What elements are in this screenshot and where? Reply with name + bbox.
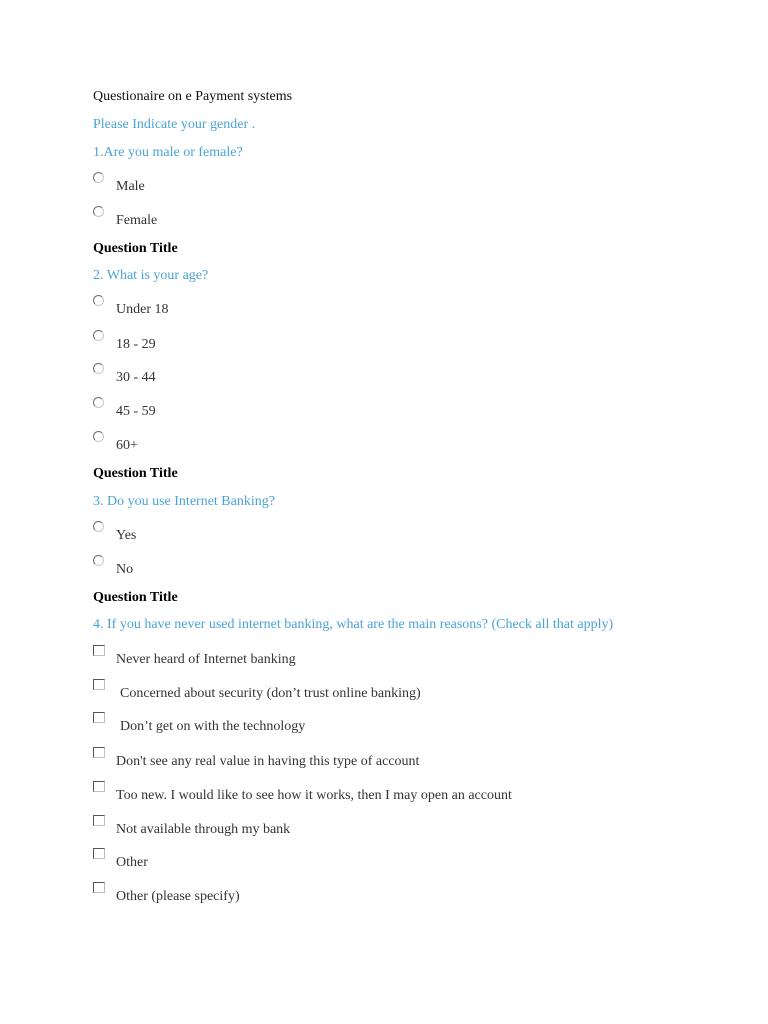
radio-button[interactable]	[93, 363, 104, 374]
question-2-text: 2. What is your age?	[93, 268, 209, 283]
option-label: Yes	[116, 528, 137, 543]
option-label: Too new. I would like to see how it works, then I may open an account	[116, 788, 512, 803]
document-title: Questionaire on e Payment systems	[93, 89, 293, 104]
option-label: No	[116, 562, 134, 577]
question-3-text: 3. Do you use Internet Banking?	[93, 494, 275, 509]
radio-button[interactable]	[93, 431, 104, 442]
option-label: 45 - 59	[116, 404, 156, 419]
option-label: Not available through my bank	[116, 822, 291, 837]
checkbox[interactable]	[93, 848, 105, 859]
radio-button[interactable]	[93, 206, 104, 217]
gender-instruction: Please Indicate your gender .	[93, 117, 256, 132]
checkbox[interactable]	[93, 645, 105, 656]
radio-button[interactable]	[93, 397, 104, 408]
option-label: Don't see any real value in having this type of account	[116, 754, 420, 769]
checkbox[interactable]	[93, 712, 105, 723]
checkbox[interactable]	[93, 679, 105, 690]
option-label: 18 - 29	[116, 337, 156, 352]
radio-button[interactable]	[93, 521, 104, 532]
option-label: 60+	[116, 438, 138, 453]
checkbox[interactable]	[93, 815, 105, 826]
option-label: Other (please specify)	[116, 889, 240, 904]
question-2-title: Question Title	[93, 241, 178, 256]
checkbox[interactable]	[93, 747, 105, 758]
option-label: Never heard of Internet banking	[116, 652, 296, 667]
question-3-title: Question Title	[93, 466, 178, 481]
option-label: Concerned about security (don’t trust online banking)	[120, 686, 421, 701]
radio-button[interactable]	[93, 330, 104, 341]
option-label: Don’t get on with the technology	[120, 719, 306, 734]
option-label: Male	[116, 179, 145, 194]
radio-button[interactable]	[93, 555, 104, 566]
question-1-text: 1.Are you male or female?	[93, 145, 243, 160]
option-label: Under 18	[116, 302, 169, 317]
question-4-text: 4. If you have never used internet banking, what are the main reasons? (Check all that apply)	[93, 617, 614, 632]
option-label: 30 - 44	[116, 370, 156, 385]
option-label: Female	[116, 213, 158, 228]
option-label: Other	[116, 855, 148, 870]
radio-button[interactable]	[93, 295, 104, 306]
checkbox[interactable]	[93, 781, 105, 792]
checkbox[interactable]	[93, 882, 105, 893]
question-4-title: Question Title	[93, 590, 178, 605]
radio-button[interactable]	[93, 172, 104, 183]
